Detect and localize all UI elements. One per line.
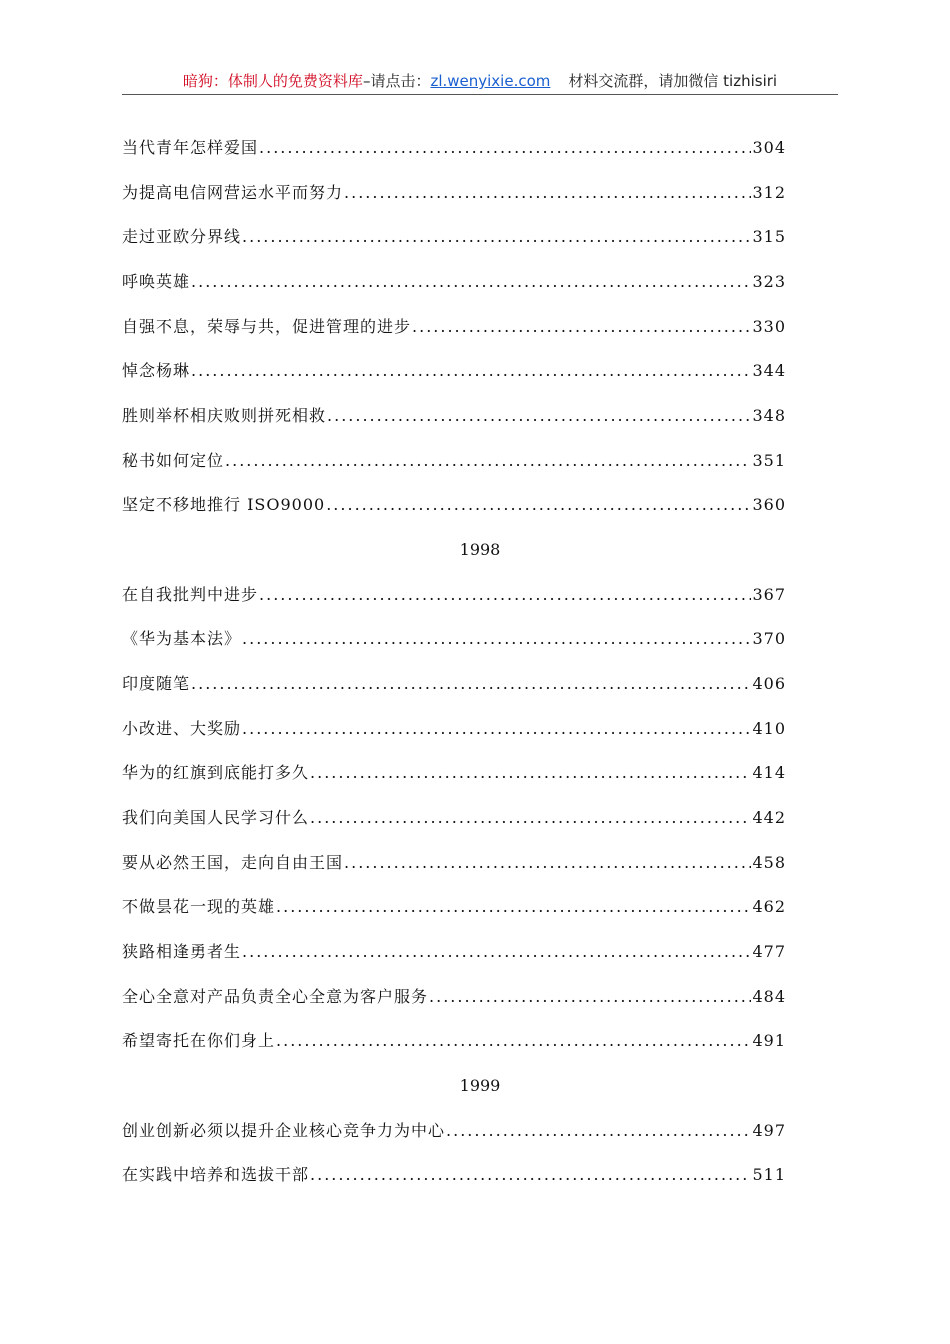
toc-entry-page: 414: [752, 763, 786, 782]
toc-leader-dots: [225, 448, 751, 474]
toc-entry[interactable]: [122, 492, 786, 518]
toc-entry[interactable]: [122, 1118, 786, 1144]
toc-leader-dots: [242, 939, 751, 965]
toc-entry-title: 不做昙花一现的英雄: [122, 897, 276, 916]
toc-entry[interactable]: [122, 135, 786, 161]
toc-leader-dots: [242, 716, 751, 742]
toc-entry-page: 484: [752, 987, 786, 1006]
toc-leader-dots: [446, 1118, 751, 1144]
toc-entry-page: 370: [752, 629, 786, 648]
toc-entry-title: 胜则举杯相庆败则拼死相救: [122, 406, 327, 425]
toc-entry-title: 创业创新必须以提升企业核心竞争力为中心: [122, 1121, 446, 1140]
toc-entry-title: 狭路相逢勇者生: [122, 942, 242, 961]
toc-entry-title: 印度随笔: [122, 674, 191, 693]
toc-entry-page: 477: [752, 942, 786, 961]
toc-leader-dots: [310, 805, 751, 831]
toc-entry-title: 走过亚欧分界线: [122, 227, 242, 246]
header-contact-text: 材料交流群，请加微信 tizhisiri: [568, 72, 778, 90]
toc-entry[interactable]: [122, 894, 786, 920]
toc-entry-page: 406: [752, 674, 786, 693]
year-heading-1998: 1998: [459, 540, 501, 559]
toc-entry-title: 我们向美国人民学习什么: [122, 808, 310, 827]
page-header: [122, 70, 838, 95]
toc-leader-dots: [259, 135, 751, 161]
toc-leader-dots: [191, 671, 751, 697]
toc-entry[interactable]: [122, 403, 786, 429]
toc-entry-page: 491: [752, 1031, 786, 1050]
toc-entry-page: 497: [752, 1121, 786, 1140]
toc-leader-dots: [191, 358, 751, 384]
toc-leader-dots: [259, 582, 751, 608]
toc-entry-title: 小改进、大奖励: [122, 719, 242, 738]
toc-entry-title: 全心全意对产品负责全心全意为客户服务: [122, 987, 429, 1006]
toc-entry-page: 442: [752, 808, 786, 827]
toc-entry-title: 自强不息，荣辱与共，促进管理的进步: [122, 317, 412, 336]
toc-leader-dots: [242, 224, 751, 250]
toc-leader-dots: [310, 1162, 751, 1188]
toc-entry[interactable]: [122, 760, 786, 786]
toc-entry-page: 458: [752, 853, 786, 872]
toc-leader-dots: [310, 760, 751, 786]
toc-entry[interactable]: [122, 180, 786, 206]
toc-leader-dots: [344, 180, 751, 206]
toc-leader-dots: [344, 850, 751, 876]
toc-entry-title: 呼唤英雄: [122, 272, 191, 291]
toc-entry[interactable]: [122, 582, 786, 608]
toc-entry-title: 当代青年怎样爱国: [122, 138, 259, 157]
toc-entry[interactable]: [122, 1162, 786, 1188]
toc-leader-dots: [429, 984, 751, 1010]
toc-entry[interactable]: [122, 805, 786, 831]
toc-entry-page: 323: [752, 272, 786, 291]
toc-entry[interactable]: [122, 269, 786, 295]
toc-entry[interactable]: [122, 850, 786, 876]
toc-entry[interactable]: [122, 448, 786, 474]
header-link[interactable]: zl.wenyixie.com: [430, 72, 551, 90]
toc-entry[interactable]: [122, 1028, 786, 1054]
toc-entry-title: 为提高电信网营运水平而努力: [122, 183, 344, 202]
toc-entry-page: 462: [752, 897, 786, 916]
toc-entry[interactable]: [122, 939, 786, 965]
toc-entry[interactable]: [122, 358, 786, 384]
toc-entry-title: 《华为基本法》: [122, 629, 242, 648]
toc-entry-page: 315: [752, 227, 786, 246]
toc-entry-page: 367: [752, 585, 786, 604]
toc-entry-title: 秘书如何定位: [122, 451, 225, 470]
toc-entry-page: 360: [752, 495, 786, 514]
toc-entry-title: 坚定不移地推行 ISO9000: [122, 495, 326, 514]
toc-entry[interactable]: [122, 224, 786, 250]
toc-entry-page: 304: [752, 138, 786, 157]
toc-leader-dots: [191, 269, 751, 295]
toc-entry-page: 330: [752, 317, 786, 336]
toc-entry-page: 511: [752, 1165, 786, 1184]
toc-entry-title: 要从必然王国，走向自由王国: [122, 853, 344, 872]
toc-leader-dots: [412, 314, 751, 340]
toc-entry-page: 351: [752, 451, 786, 470]
toc-entry[interactable]: [122, 626, 786, 652]
toc-leader-dots: [326, 492, 751, 518]
header-click-text: –请点击：: [362, 72, 431, 90]
toc-entry-title: 在实践中培养和选拔干部: [122, 1165, 310, 1184]
toc-leader-dots: [242, 626, 751, 652]
toc-entry[interactable]: [122, 671, 786, 697]
toc-entry-title: 华为的红旗到底能打多久: [122, 763, 310, 782]
year-heading-1999: 1999: [459, 1076, 501, 1095]
toc-entry[interactable]: [122, 314, 786, 340]
toc-entry-page: 344: [752, 361, 786, 380]
toc-entry[interactable]: [122, 984, 786, 1010]
toc-leader-dots: [276, 1028, 751, 1054]
toc-entry-page: 312: [752, 183, 786, 202]
toc-entry[interactable]: [122, 716, 786, 742]
toc-entry-title: 在自我批判中进步: [122, 585, 259, 604]
toc-leader-dots: [276, 894, 751, 920]
toc-entry-page: 348: [752, 406, 786, 425]
toc-entry-page: 410: [752, 719, 786, 738]
header-brand-text: 暗狗：体制人的免费资料库: [182, 72, 363, 90]
toc-entry-title: 悼念杨琳: [122, 361, 191, 380]
toc-entry-title: 希望寄托在你们身上: [122, 1031, 276, 1050]
toc-leader-dots: [327, 403, 751, 429]
